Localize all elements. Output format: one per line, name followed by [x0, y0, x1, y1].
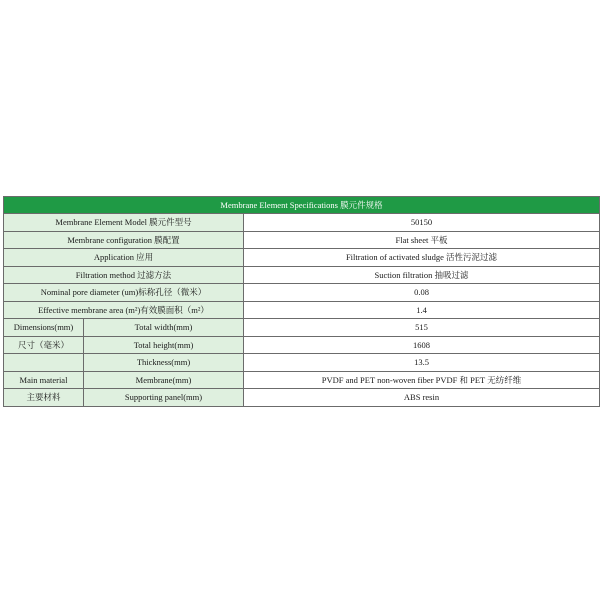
row-label-configuration: Membrane configuration 膜配置	[4, 231, 244, 249]
row-value-total-width: 515	[244, 319, 600, 337]
row-value-model: 50150	[244, 214, 600, 232]
table-row	[4, 371, 600, 389]
row-value-pore-diameter: 0.08	[244, 284, 600, 302]
row-value-supporting-panel: ABS resin	[244, 389, 600, 407]
row-value-total-height: 1608	[244, 336, 600, 354]
table-row	[4, 284, 600, 302]
table-row	[4, 214, 600, 232]
table-row	[4, 319, 600, 337]
group-label-dimensions-cn: 尺寸（毫米）	[4, 336, 84, 354]
table-row	[4, 266, 600, 284]
membrane-spec-table	[3, 196, 600, 407]
row-label-membrane-material: Membrane(mm)	[84, 371, 244, 389]
row-label-total-width: Total width(mm)	[84, 319, 244, 337]
row-label-supporting-panel: Supporting panel(mm)	[84, 389, 244, 407]
row-label-application: Application 应用	[4, 249, 244, 267]
row-value-application: Filtration of activated sludge 活性污泥过滤	[244, 249, 600, 267]
table-title: Membrane Element Specifications 膜元件规格	[4, 197, 600, 214]
row-value-configuration: Flat sheet 平板	[244, 231, 600, 249]
row-label-total-height: Total height(mm)	[84, 336, 244, 354]
table-row	[4, 249, 600, 267]
row-label-filtration-method: Filtration method 过滤方法	[4, 266, 244, 284]
group-label-materials-en: Main material	[4, 371, 84, 389]
row-value-membrane-area: 1.4	[244, 301, 600, 319]
row-label-membrane-area: Effective membrane area (m²)有效膜面积（m²）	[4, 301, 244, 319]
table-row	[4, 231, 600, 249]
row-label-model: Membrane Element Model 膜元件型号	[4, 214, 244, 232]
group-label-dimensions-en: Dimensions(mm)	[4, 319, 84, 337]
group-label-materials-cn: 主要材料	[4, 389, 84, 407]
table-header-row	[4, 197, 600, 214]
row-label-thickness: Thickness(mm)	[84, 354, 244, 372]
group-label-dimensions-spacer	[4, 354, 84, 372]
table-row	[4, 389, 600, 407]
table-row	[4, 336, 600, 354]
row-value-thickness: 13.5	[244, 354, 600, 372]
row-value-membrane-material: PVDF and PET non-woven fiber PVDF 和 PET 无纺纤维	[244, 371, 600, 389]
row-value-filtration-method: Suction filtration 抽吸过滤	[244, 266, 600, 284]
table-row	[4, 354, 600, 372]
table-row	[4, 301, 600, 319]
row-label-pore-diameter: Nominal pore diameter (um)标称孔径（微米）	[4, 284, 244, 302]
